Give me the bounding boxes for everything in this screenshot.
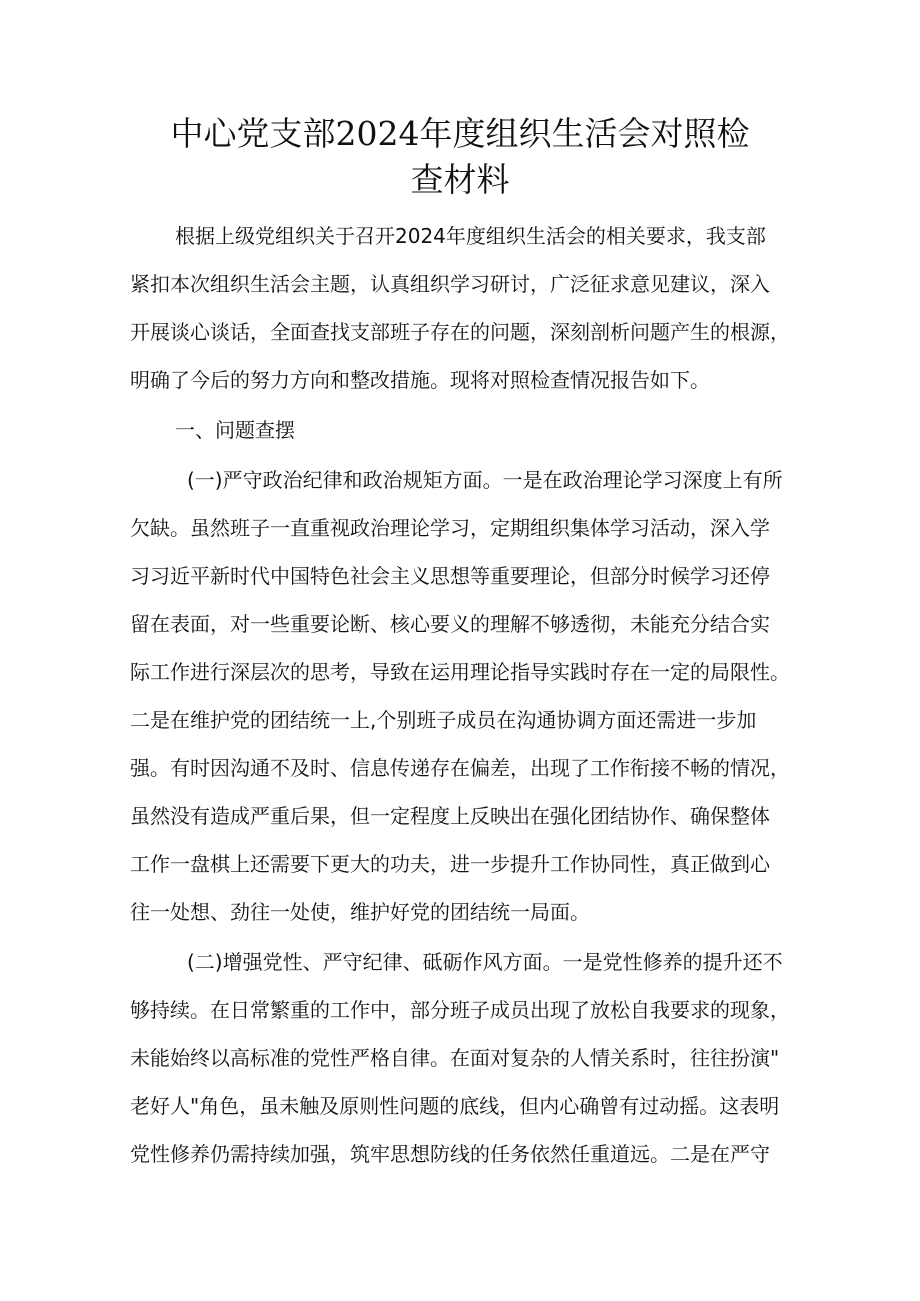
section-heading: 一、问题查摆 [175,418,295,442]
body-line: 留在表面，对一些重要论断、核心要义的理解不够透彻，未能充分结合实 [130,612,770,636]
body-line: 强。有时因沟通不及时、信息传递存在偏差，出现了工作衔接不畅的情况， [130,756,790,780]
body-line: 虽然没有造成严重后果，但一定程度上反映出在强化团结协作、确保整体 [130,804,770,828]
body-line: 紧扣本次组织生活会主题，认真组织学习研讨，广泛征求意见建议，深入 [130,272,770,296]
body-line: 根据上级党组织关于召开2024年度组织生活会的相关要求，我支部 [175,224,766,248]
document-title-line-1: 中心党支部2024年度组织生活会对照检 [170,114,750,153]
body-line: 往一处想、劲往一处使，维护好党的团结统一局面。 [130,900,590,924]
body-line: 欠缺。虽然班子一直重视政治理论学习，定期组织集体学习活动，深入学 [130,516,770,540]
document-title-line-2: 查材料 [410,160,510,199]
body-line: 未能始终以高标准的党性严格自律。在面对复杂的人情关系时，往往扮演" [130,1046,780,1070]
body-line: 二是在维护党的团结统一上,个别班子成员在沟通协调方面还需进一步加 [130,708,757,732]
body-line: 际工作进行深层次的思考，导致在运用理论指导实践时存在一定的局限性。 [130,660,790,684]
body-line: 党性修养仍需持续加强，筑牢思想防线的任务依然任重道远。二是在严守 [130,1142,770,1166]
body-line: 明确了今后的努力方向和整改措施。现将对照检查情况报告如下。 [130,368,710,392]
body-line: 习习近平新时代中国特色社会主义思想等重要理论，但部分时候学习还停 [130,564,770,588]
body-line: 老好人"角色，虽未触及原则性问题的底线，但内心确曾有过动摇。这表明 [130,1094,780,1118]
body-line: 工作一盘棋上还需要下更大的功夫，进一步提升工作协同性，真正做到心 [130,852,770,876]
body-line: (二)增强党性、严守纪律、砥砺作风方面。一是党性修养的提升还不 [187,950,783,974]
body-line: 开展谈心谈话，全面查找支部班子存在的问题，深刻剖析问题产生的根源， [130,320,790,344]
body-line: 够持续。在日常繁重的工作中，部分班子成员出现了放松自我要求的现象， [130,998,790,1022]
body-line: (一)严守政治纪律和政治规矩方面。一是在政治理论学习深度上有所 [187,468,783,492]
